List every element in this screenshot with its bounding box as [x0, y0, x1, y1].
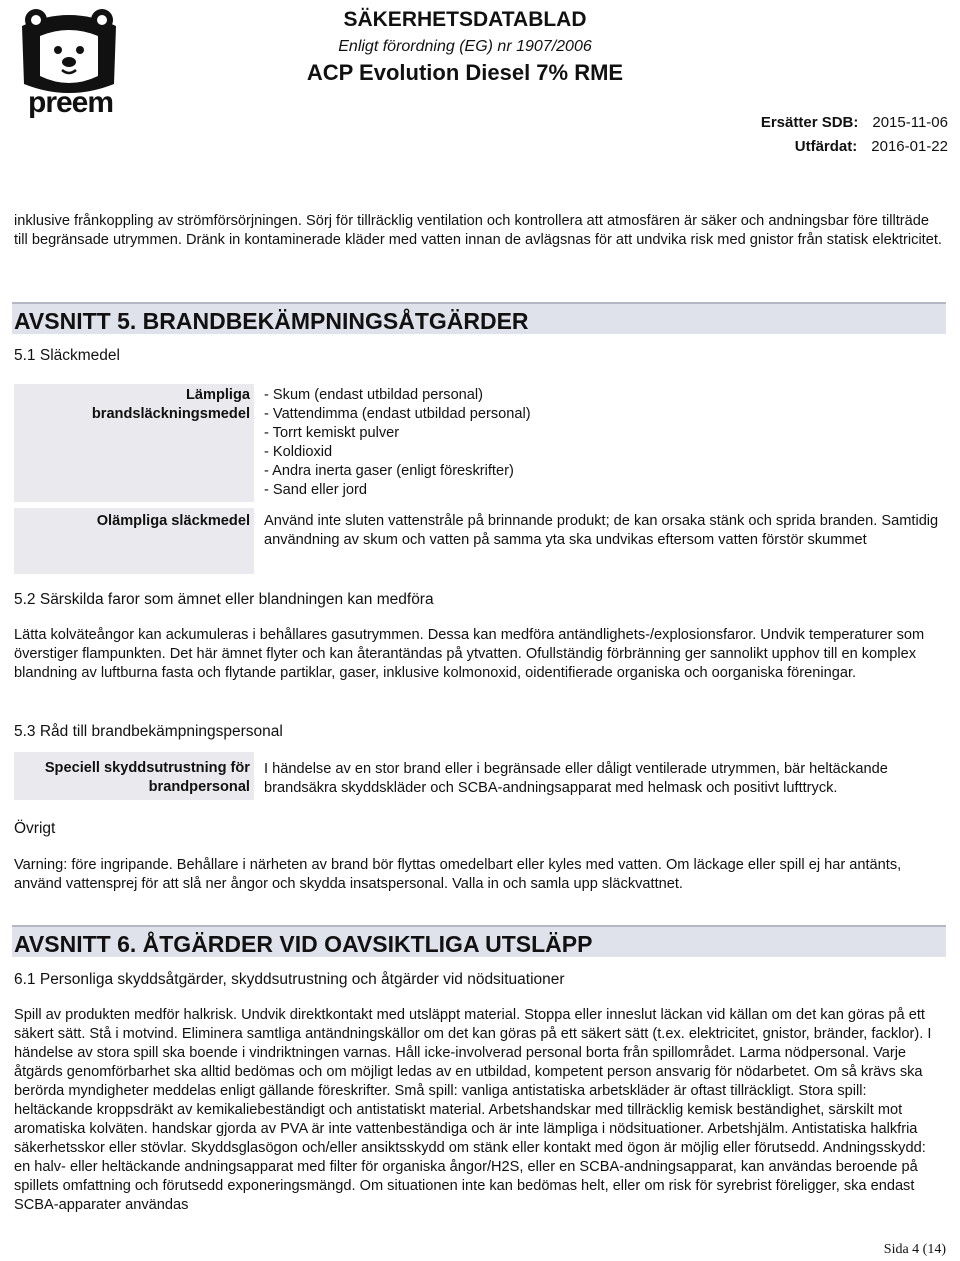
subsection-5-1-title: 5.1 Släckmedel: [14, 347, 120, 364]
list-item: - Vattendimma (endast utbildad personal): [264, 406, 531, 422]
page-number: Sida 4 (14): [883, 1242, 946, 1257]
section-6-heading: AVSNITT 6. ÅTGÄRDER VID OAVSIKTLIGA UTSLÄPP: [12, 925, 946, 957]
replaces-sds-row: [761, 114, 948, 131]
suitable-label-line1: Lämpliga: [185, 387, 250, 403]
subsection-5-2-title: 5.2 Särskilda faror som ämnet eller blandningen kan medföra: [14, 591, 434, 608]
other-title: Övrigt: [14, 820, 56, 837]
suitable-media-label: [14, 384, 254, 502]
issued-label: Utfärdat:: [794, 138, 858, 155]
ppe-label-line2: brandpersonal: [148, 779, 250, 795]
issued-date: 2016-01-22: [871, 138, 948, 155]
issued-row: [795, 138, 948, 155]
list-item: - Koldioxid: [264, 444, 333, 460]
suitable-media-list: [264, 386, 944, 500]
subsection-6-1-title: 6.1 Personliga skyddsåtgärder, skyddsutrustning och åtgärder vid nödsituationer: [14, 971, 565, 988]
subsection-5-3-title: 5.3 Råd till brandbekämpningspersonal: [14, 723, 283, 740]
logo-wordmark: preem: [28, 86, 114, 119]
special-hazards-paragraph: Lätta kolväteångor kan ackumuleras i behållares gasutrymmen. Dessa kan medföra antändlighets-/explosionsfaror. Undvik temperaturer som överstiger flampunkten. Det här ämnet flyter och kan återantändas på ytvatten. Ofullständig förbränning ger sannolikt upphov till en komplex blandning av luftburna fasta och flytande partiklar, gaser, inklusive kolmonoxid, oidentifierade organiska och oorganiska föreningar.: [14, 627, 925, 681]
preem-logo: [14, 6, 124, 124]
personal-precautions-paragraph: Spill av produkten medför halkrisk. Undvik direktkontakt med utsläppt material. Stoppa eller inneslut läckan vid källan om det kan göras på ett säkert sätt. Stå i motvind. Eliminera samtliga antändningskällor om det kan göras på ett säkert sätt (t.ex. elektricitet, gnistor, bränder, facklor). I händelse av stora spill ska boende i vindriktningen varnas. Håll icke-involverad personal borta från spillområdet. Larma nödpersonal. Varje åtgärds genomförbarhet ska alltid bedömas och om möjligt ledas av en utbildad, kompetent person ansvarig för nödarbetet. Om så krävs ska berörda myndigheter meddelas enligt gällande föreskrifter. Små spill: vanliga antistatiska arbetskläder är oftast tillräckligt. Stora spill: heltäckande kroppsdräkt av kemikaliebeständigt och antistatiskt material. Arbetshandskar med tillräcklig kemisk beständighet, särskilt mot aromatiska kolväten. handskar gjorda av PVA är inte vattenbeständiga och är inte lämpliga i nödsituationer. Arbetshjälm. Antistatiska halkfria säkerhetsskor eller stövlar. Skyddsglasögon och/eller ansiktsskydd om stänk eller kontakt med ögon är möjlig eller förutsedd. Andningsskydd: en halv- eller heltäckande andningsapparat med filter för organiska ångor/H2S, eller en SCBA-andningsapparat, kan användas beroende på spillets omfattning och förutsedd exponeringsmängd. Om situationen inte kan bedömas helt, eller om risk för syrebrist föreligger, ska endast SCBA-apparater användas: [14, 1007, 932, 1213]
section-5-heading: AVSNITT 5. BRANDBEKÄMPNINGSÅTGÄRDER: [12, 302, 946, 334]
ppe-text: I händelse av en stor brand eller i begränsade eller dåligt ventilerade utrymmen, bär heltäckande brandsäkra skyddskläder och SCBA-andningsapparat med helmask och positivt lufttryck.: [264, 761, 888, 796]
regulation-subtitle: Enligt förordning (EG) nr 1907/2006: [338, 38, 592, 55]
ppe-label: [14, 752, 254, 800]
unsuitable-media-label: [14, 508, 254, 574]
list-item: - Skum (endast utbildad personal): [264, 387, 484, 403]
other-paragraph: Varning: före ingripande. Behållare i närheten av brand bör flyttas omedelbart eller kyles med vatten. Om läckage eller spill ej har antänts, använd vattensprej för att slå ner ångor och skydda insatspersonal. Valla in och samla upp släckvattnet.: [14, 857, 902, 892]
unsuitable-label-text: Olämpliga släckmedel: [96, 513, 250, 529]
list-item: - Andra inerta gaser (enligt föreskrifter): [264, 463, 514, 479]
list-item: - Torrt kemiskt pulver: [264, 425, 400, 441]
product-name: ACP Evolution Diesel 7% RME: [306, 60, 624, 85]
suitable-label-line2: brandsläckningsmedel: [91, 406, 250, 422]
document-title: SÄKERHETSDATABLAD: [343, 8, 587, 31]
list-item: - Sand eller jord: [264, 482, 368, 498]
unsuitable-media-text: Använd inte sluten vattenstråle på brinnande produkt; de kan orsaka stänk och sprida branden. Samtidig användning av skum och vatten på samma yta ska undvikas eftersom vatten förstör skummet: [264, 513, 939, 548]
intro-paragraph: inklusive frånkoppling av strömförsörjningen. Sörj för tillräcklig ventilation och kontrollera att atmosfären är säker och andningsbar före tillträde till begränsade utrymmen. Dränk in kontaminerade kläder med vatten innan de avlägsnas för att undvika risk med gnistor från statisk elektricitet.: [14, 213, 942, 248]
ppe-label-line1: Speciell skyddsutrustning för: [44, 760, 250, 776]
replaces-label: Ersätter SDB:: [760, 114, 859, 131]
replaces-date: 2015-11-06: [872, 114, 948, 131]
